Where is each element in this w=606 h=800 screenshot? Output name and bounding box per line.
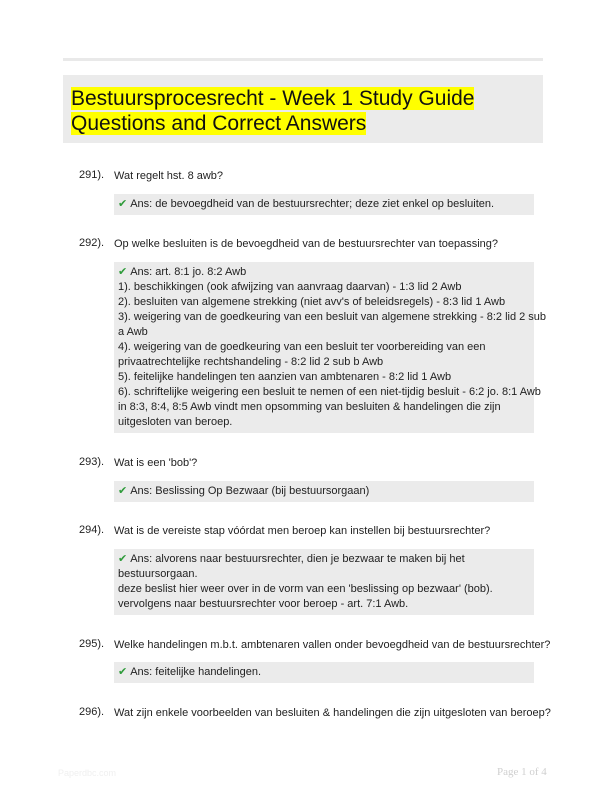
answer-line: privaatrechtelijke rechtshandeling - 8:2 lid 2 sub b Awb [118, 356, 384, 368]
answer-line: Ans: alvorens naar bestuursrechter, dien je bezwaar te maken bij het [130, 553, 465, 565]
question-text: Wat regelt hst. 8 awb? [114, 170, 224, 182]
document-title [71, 86, 474, 136]
answer-line: a Awb [118, 326, 148, 338]
answer-box [114, 662, 534, 683]
question-text: Wat is de vereiste stap vóórdat men beroep kan instellen bij bestuursrechter? [114, 525, 491, 537]
checkmark-icon: ✔ [118, 198, 128, 210]
answer-line: 5). feitelijke handelingen ten aanzien van ambtenaren - 8:2 lid 1 Awb [118, 371, 452, 383]
question-number: 295). [79, 638, 105, 650]
checkmark-icon: ✔ [118, 485, 128, 497]
answer-line: Ans: feitelijke handelingen. [130, 666, 262, 678]
question-number: 296). [79, 706, 105, 718]
question-text: Wat is een 'bob'? [114, 457, 198, 469]
question-number: 291). [79, 169, 105, 181]
answer-line: uitgesloten van beroep. [118, 416, 233, 428]
page-number: Page 1 of 4 [497, 766, 547, 778]
question-text: Op welke besluiten is de bevoegdheid van de bestuursrechter van toepassing? [114, 238, 499, 250]
answer-line: vervolgens naar bestuursrechter voor beroep - art. 7:1 Awb. [118, 598, 409, 610]
answer-line: deze beslist hier weer over in de vorm van een 'beslissing op bezwaar' (bob). [118, 583, 493, 595]
footer-watermark: Paperdbc.com [58, 768, 117, 778]
question-text: Wat zijn enkele voorbeelden van besluiten & handelingen die zijn uitgesloten van beroep? [114, 707, 551, 719]
answer-box [114, 481, 534, 502]
answer-line: 4). weigering van de goedkeuring van een besluit ter voorbereiding van een [118, 341, 486, 353]
answer-line: 6). schriftelijke weigering een besluit te nemen of een niet-tijdig besluit - 6:2 jo. 8:1 Awb [118, 386, 541, 398]
answer-box [114, 194, 534, 215]
answer-line: in 8:3, 8:4, 8:5 Awb vindt men opsomming van besluiten & handelingen die zijn [118, 401, 501, 413]
title-box [63, 75, 543, 143]
checkmark-icon: ✔ [118, 666, 128, 678]
answer-line: 2). besluiten van algemene strekking (niet avv's of beleidsregels) - 8:3 lid 1 Awb [118, 296, 506, 308]
answer-line: Ans: art. 8:1 jo. 8:2 Awb [130, 266, 247, 278]
top-rule [63, 58, 543, 61]
title-line-2: Questions and Correct Answers [71, 112, 367, 135]
answer-box [114, 549, 534, 615]
checkmark-icon: ✔ [118, 266, 128, 278]
answer-line: 1). beschikkingen (ook afwijzing van aanvraag daarvan) - 1:3 lid 2 Awb [118, 281, 462, 293]
question-number: 293). [79, 456, 105, 468]
question-text: Welke handelingen m.b.t. ambtenaren vallen onder bevoegdheid van de bestuursrechter? [114, 639, 551, 651]
answer-box [114, 262, 547, 433]
answer-line: bestuursorgaan. [118, 568, 198, 580]
question-number: 292). [79, 237, 105, 249]
question-number: 294). [79, 524, 105, 536]
checkmark-icon: ✔ [118, 553, 128, 565]
answer-line: Ans: Beslissing Op Bezwaar (bij bestuursorgaan) [130, 485, 370, 497]
answer-line: 3). weigering van de goedkeuring van een besluit van algemene strekking - 8:2 lid 2 sub [118, 311, 547, 323]
title-line-1: Bestuursprocesrecht - Week 1 Study Guide [71, 87, 475, 110]
answer-line: Ans: de bevoegdheid van de bestuursrechter; deze ziet enkel op besluiten. [130, 198, 495, 210]
